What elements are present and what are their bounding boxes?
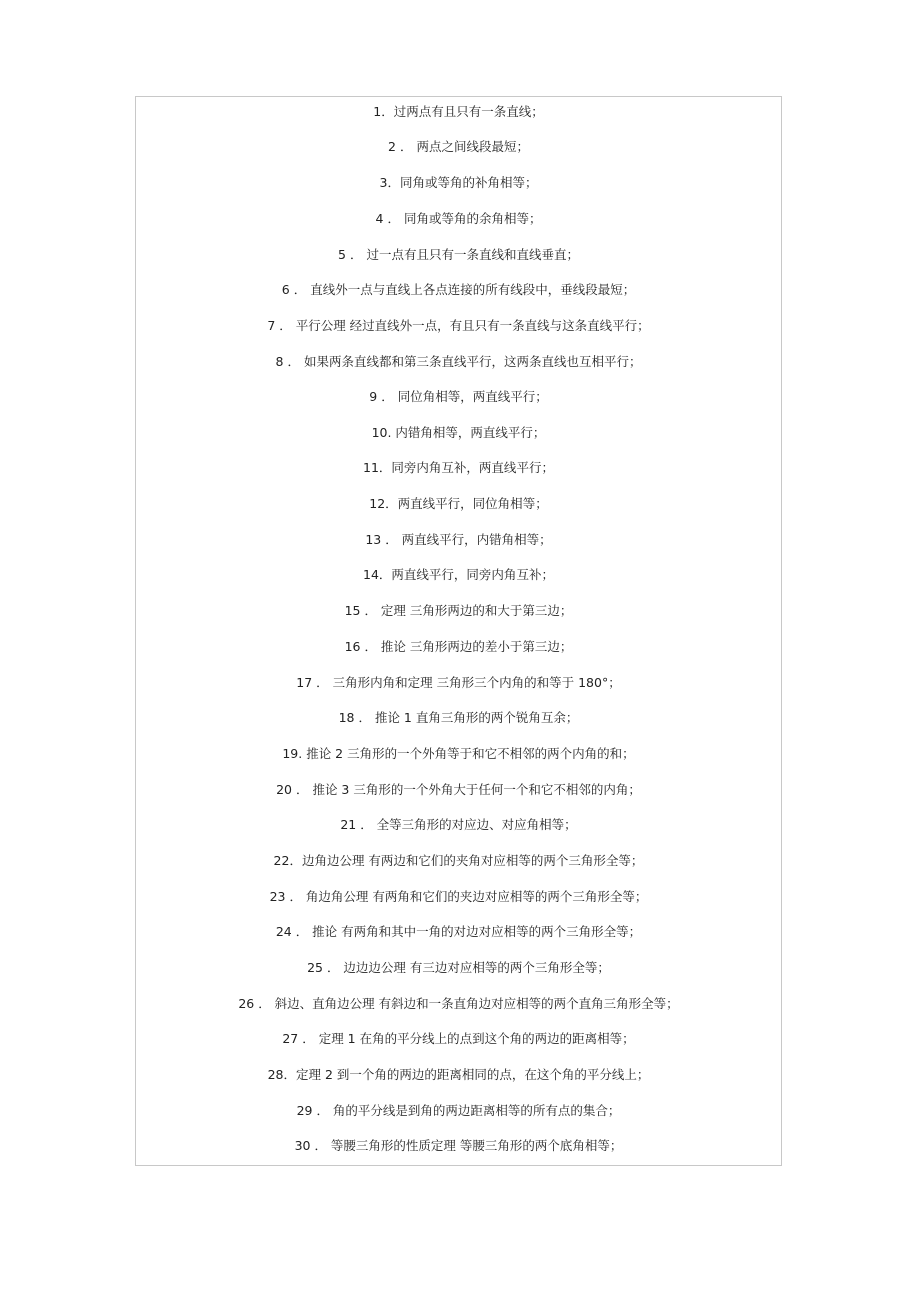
list-item: 22．边角边公理 有两边和它们的夹角对应相等的两个三角形全等；	[273, 853, 644, 868]
list-item: 17 ． 三角形内角和定理 三角形三个内角的和等于 180°；	[296, 675, 621, 690]
list-item: 14．两直线平行，同旁内角互补；	[363, 567, 554, 582]
list-item: 28．定理 2 到一个角的两边的距离相同的点，在这个角的平分线上；	[267, 1067, 650, 1082]
list-item: 9 ． 同位角相等，两直线平行；	[369, 389, 548, 404]
list-item: 2 ． 两点之间线段最短；	[388, 139, 529, 154]
list-item: 15 ． 定理 三角形两边的和大于第三边；	[344, 603, 573, 618]
document-frame	[135, 96, 782, 1166]
list-item: 30 ． 等腰三角形的性质定理 等腰三角形的两个底角相等；	[294, 1138, 623, 1153]
list-item: 1．过两点有且只有一条直线；	[373, 104, 544, 119]
list-item: 4 ． 同角或等角的余角相等；	[375, 211, 542, 226]
list-item: 12．两直线平行，同位角相等；	[369, 496, 548, 511]
list-item: 23 ． 角边角公理 有两角和它们的夹边对应相等的两个三角形全等；	[269, 889, 648, 904]
list-item: 20 ． 推论 3 三角形的一个外角大于任何一个和它不相邻的内角；	[276, 782, 641, 797]
list-item: 8 ． 如果两条直线都和第三条直线平行，这两条直线也互相平行；	[275, 354, 642, 369]
list-item: 27 ． 定理 1 在角的平分线上的点到这个角的两边的距离相等；	[282, 1031, 635, 1046]
list-item: 13 ． 两直线平行，内错角相等；	[365, 532, 552, 547]
list-item: 5 ． 过一点有且只有一条直线和直线垂直；	[338, 247, 579, 262]
list-item: 11．同旁内角互补，两直线平行；	[363, 460, 554, 475]
list-item: 29 ． 角的平分线是到角的两边距离相等的所有点的集合；	[296, 1103, 621, 1118]
list-item: 18 ． 推论 1 直角三角形的两个锐角互余；	[338, 710, 579, 725]
list-item: 10. 内错角相等，两直线平行；	[371, 425, 546, 440]
list-item: 24 ． 推论 有两角和其中一角的对边对应相等的两个三角形全等；	[275, 924, 642, 939]
list-item: 26 ． 斜边、直角边公理 有斜边和一条直角边对应相等的两个直角三角形全等；	[238, 996, 679, 1011]
list-item: 25 ． 边边边公理 有三边对应相等的两个三角形全等；	[307, 960, 610, 975]
list-item: 7 ． 平行公理 经过直线外一点，有且只有一条直线与这条直线平行；	[267, 318, 650, 333]
list-item: 16 ． 推论 三角形两边的差小于第三边；	[344, 639, 573, 654]
list-item: 6 ． 直线外一点与直线上各点连接的所有线段中，垂线段最短；	[281, 282, 636, 297]
list-item: 21 ． 全等三角形的对应边、对应角相等；	[340, 817, 577, 832]
list-item: 3．同角或等角的补角相等；	[379, 175, 538, 190]
list-item: 19. 推论 2 三角形的一个外角等于和它不相邻的两个内角的和；	[282, 746, 635, 761]
